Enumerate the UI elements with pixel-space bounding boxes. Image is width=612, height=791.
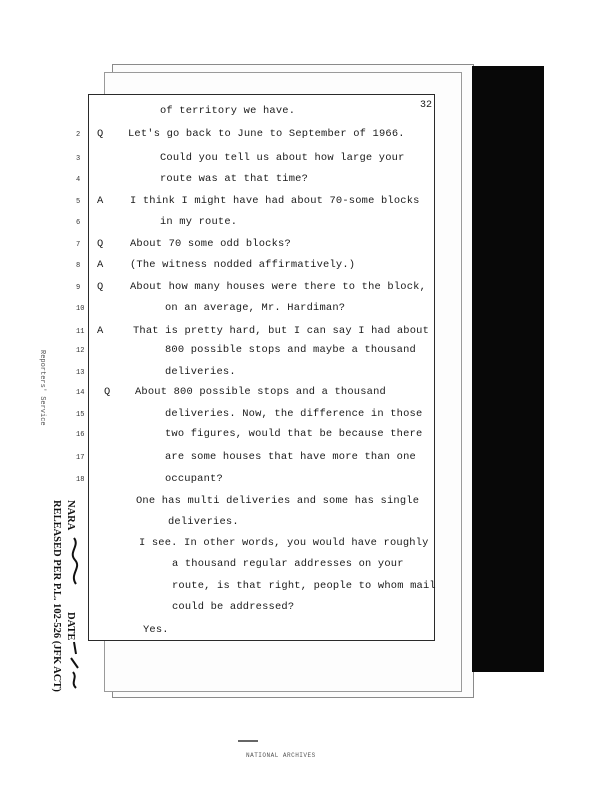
transcript-line: Could you tell us about how large your: [160, 152, 405, 164]
transcript-line: deliveries. Now, the difference in those: [165, 408, 423, 420]
transcript-line: About 800 possible stops and a thousand: [135, 386, 386, 398]
transcript-line: of territory we have.: [160, 105, 296, 117]
page-number: 32: [420, 100, 433, 111]
footer-mark: [238, 740, 258, 742]
transcript-line: Yes.: [143, 624, 169, 636]
transcript-line: two figures, would that be because there: [165, 428, 423, 440]
line-number: 13: [76, 369, 85, 377]
transcript-line: I think I might have had about 70-some blocks: [130, 195, 420, 207]
line-number: 8: [76, 262, 81, 270]
stamp-line-nara: NARA: [65, 500, 76, 531]
line-number: 17: [76, 454, 85, 462]
transcript-line: are some houses that have more than one: [165, 451, 416, 463]
transcript-line: About how many houses were there to the block,: [130, 281, 427, 293]
speaker-marker: A: [97, 325, 104, 337]
transcript-line: 800 possible stops and maybe a thousand: [165, 344, 416, 356]
speaker-marker: A: [97, 195, 104, 207]
transcript-line: route, is that right, people to whom mail: [172, 580, 436, 592]
line-number: 10: [76, 305, 85, 313]
line-number: 4: [76, 176, 81, 184]
transcript-line: deliveries.: [165, 366, 236, 378]
transcript-line: occupant?: [165, 473, 223, 485]
transcript-line: deliveries.: [168, 516, 239, 528]
line-number: 2: [76, 131, 81, 139]
transcript-line: route was at that time?: [160, 173, 309, 185]
transcript-line: One has multi deliveries and some has single: [136, 495, 420, 507]
stamp-line-release: RELEASED PER P.L. 102-526 (JFK ACT): [51, 500, 62, 692]
line-number: 14: [76, 389, 85, 397]
line-number: 3: [76, 155, 81, 163]
release-stamp: [52, 500, 112, 700]
transcript-line: could be addressed?: [172, 601, 295, 613]
speaker-marker: Q: [97, 281, 104, 293]
speaker-marker: A: [97, 259, 104, 271]
line-number: 18: [76, 476, 85, 484]
transcript-line: in my route.: [160, 216, 238, 228]
transcript-line: a thousand regular addresses on your: [172, 558, 404, 570]
transcript-line: on an average, Mr. Hardiman?: [165, 302, 346, 314]
line-number: 16: [76, 431, 85, 439]
line-number: 9: [76, 284, 81, 292]
transcript-line: I see. In other words, you would have roughly: [139, 537, 429, 549]
photocopy-shadow: [472, 66, 544, 672]
speaker-marker: Q: [97, 238, 104, 250]
transcript-line: That is pretty hard, but I can say I had about: [133, 325, 430, 337]
margin-note: Reporters' Service: [38, 350, 46, 426]
transcript-line: Let's go back to June to September of 1966.: [128, 128, 405, 140]
transcript-line: About 70 some odd blocks?: [130, 238, 291, 250]
stamp-signature-scribble: [66, 536, 82, 586]
line-number: 15: [76, 411, 85, 419]
stamp-line-date: DATE: [65, 612, 76, 641]
line-number: 11: [76, 328, 85, 336]
line-number: 6: [76, 219, 81, 227]
footer-text: NATIONAL ARCHIVES: [246, 752, 316, 759]
stamp-date-scribble: [66, 640, 82, 690]
line-number: 5: [76, 198, 81, 206]
line-number: 7: [76, 241, 81, 249]
transcript-line: (The witness nodded affirmatively.): [130, 259, 356, 271]
line-number: 12: [76, 347, 85, 355]
speaker-marker: Q: [97, 128, 104, 140]
speaker-marker: Q: [104, 386, 111, 398]
